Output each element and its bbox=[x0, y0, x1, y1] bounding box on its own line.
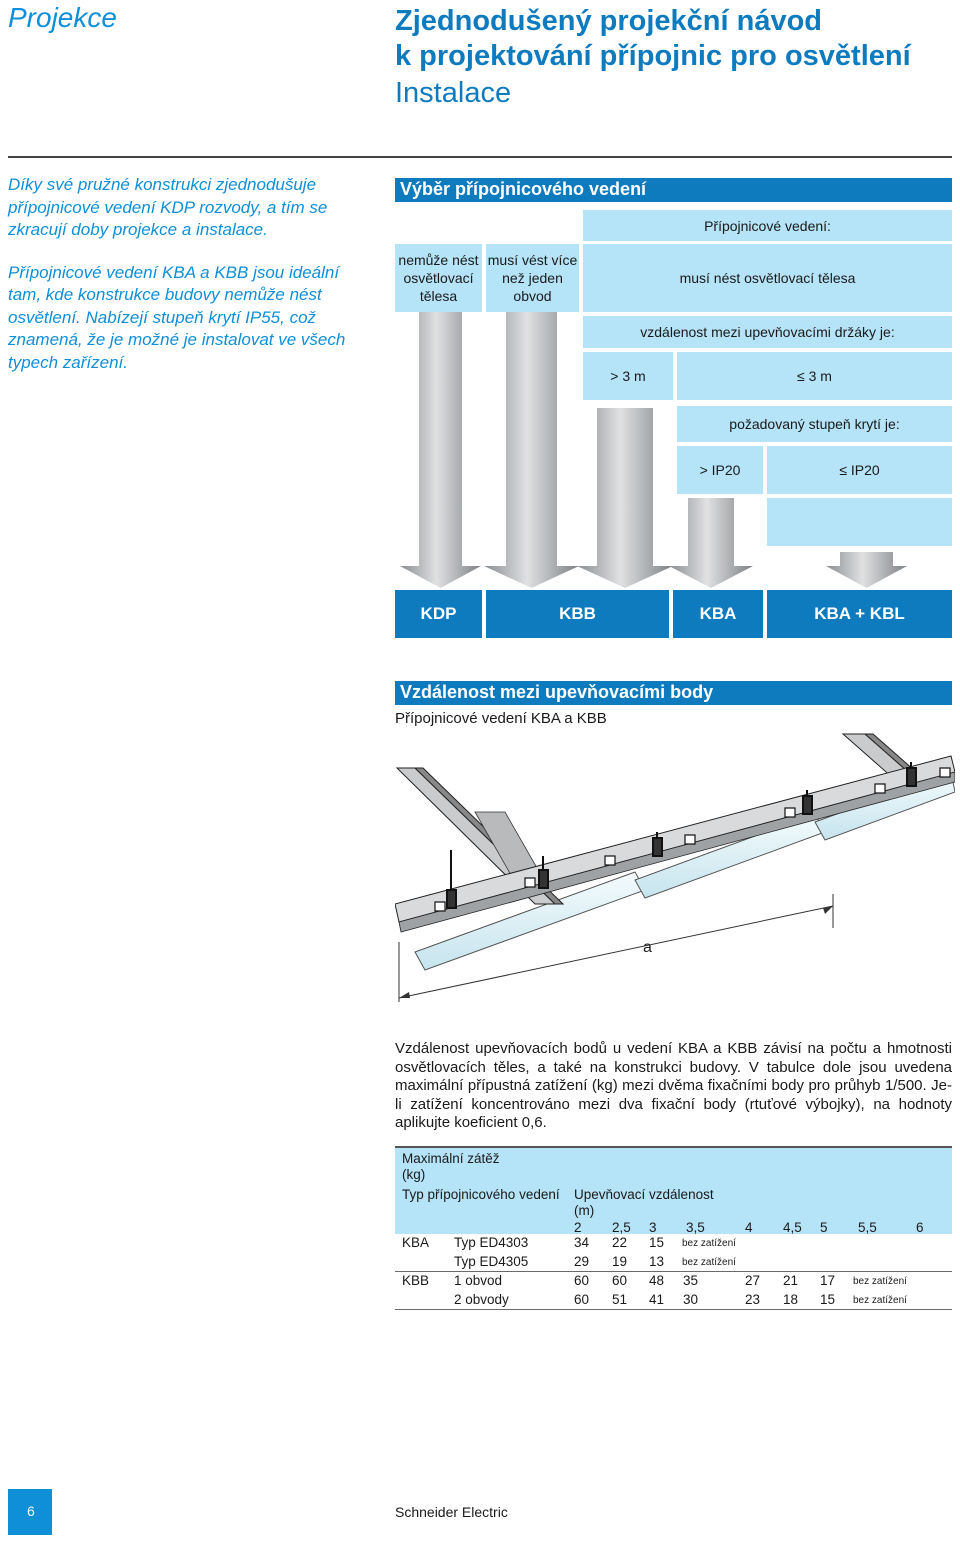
box-ip-le: ≤ IP20 bbox=[767, 446, 952, 494]
load-table bbox=[395, 1146, 952, 1310]
intro-text bbox=[8, 174, 368, 394]
box-ip-gt: > IP20 bbox=[677, 446, 763, 494]
busbar-illustration bbox=[395, 732, 955, 1032]
header-divider bbox=[8, 156, 952, 158]
row-value: 60 bbox=[574, 1292, 590, 1307]
result-kbb: KBB bbox=[486, 590, 669, 638]
distance-description: Vzdálenost upevňovacích bodů u vedení KBA a KBB závisí na počtu a hmotnosti osvětlovacích těles, a také na konstrukci budovy. V tabulce dole jsou uvedena maximální přípustná zatížení (kg) mezi dvěma fixačními body pro průhyb 1/500. Je-li zatížení koncentrováno mezi dva fixační body (rtuťové výbojky), na hodnoty aplikujte koeficient 0,6. bbox=[395, 1040, 952, 1131]
distance-3-5: 3,5 bbox=[686, 1220, 705, 1235]
row-value: 17 bbox=[820, 1273, 836, 1288]
distance-5: 5 bbox=[820, 1220, 828, 1235]
box-multi-circuit: musí vést více než jeden obvod bbox=[486, 244, 579, 312]
col-header-distance-1: Upevňovací vzdálenost bbox=[574, 1187, 714, 1202]
row-value: 21 bbox=[783, 1273, 799, 1288]
row-value: 51 bbox=[612, 1292, 628, 1307]
box-distance-gt: > 3 m bbox=[583, 352, 673, 400]
distance-caption: Přípojnicové vedení KBA a KBB bbox=[395, 710, 607, 727]
distance-heading: Vzdálenost mezi upevňovacími body bbox=[395, 681, 952, 705]
distance-3: 3 bbox=[649, 1220, 657, 1235]
row-value: 34 bbox=[574, 1235, 590, 1250]
distance-5-5: 5,5 bbox=[858, 1220, 877, 1235]
title-line-1: Zjednodušený projekční návod bbox=[395, 5, 823, 37]
title-line-2: k projektování přípojnic pro osvětlení bbox=[395, 40, 911, 72]
row-group: KBA bbox=[402, 1235, 430, 1250]
document-title bbox=[395, 4, 955, 112]
section-label: Projekce bbox=[8, 2, 117, 33]
arrow-kbl-icon bbox=[826, 552, 907, 588]
intro-paragraph-2: Přípojnicové vedení KBA a KBB jsou ideální tam, kde konstrukce budovy nemůže nést osvětlení. Nabízejí stupeň krytí IP55, což znamená, že je možné je instalovat ve všech typech zařízení. bbox=[8, 262, 346, 372]
box-busbar-label: Přípojnicové vedení: bbox=[583, 210, 952, 241]
row-value: bez zatížení bbox=[682, 1257, 736, 1268]
row-value: 41 bbox=[649, 1292, 665, 1307]
dimension-label: a bbox=[643, 939, 652, 956]
distance-4: 4 bbox=[745, 1220, 753, 1235]
row-value: 15 bbox=[820, 1292, 836, 1307]
row-type: 2 obvody bbox=[454, 1292, 509, 1307]
selection-heading: Výběr přípojnicového vedení bbox=[395, 178, 952, 202]
company-name: Schneider Electric bbox=[395, 1504, 508, 1520]
arrow-kdp-icon bbox=[400, 308, 481, 588]
arrow-kba-ip-icon bbox=[669, 498, 753, 588]
table-title-line-2: (kg) bbox=[402, 1167, 426, 1182]
page-number: 6 bbox=[8, 1489, 52, 1535]
arrow-kbb-icon bbox=[484, 308, 579, 588]
row-type: Typ ED4305 bbox=[454, 1254, 529, 1269]
row-group: KBB bbox=[402, 1273, 430, 1288]
row-value: 18 bbox=[783, 1292, 799, 1307]
intro-paragraph-1: Díky své pružné konstrukci zjednodušuje přípojnicové vedení KDP rozvody, a tím se zkracují doby projekce a instalace. bbox=[8, 175, 328, 239]
row-value: bez zatížení bbox=[853, 1276, 907, 1287]
row-value: 19 bbox=[612, 1254, 628, 1269]
distance-6: 6 bbox=[916, 1220, 924, 1235]
row-value: 23 bbox=[745, 1292, 761, 1307]
table-row bbox=[395, 1253, 952, 1272]
row-type: Typ ED4303 bbox=[454, 1235, 529, 1250]
table-row bbox=[395, 1291, 952, 1310]
row-value: 13 bbox=[649, 1254, 665, 1269]
title-line-3: Instalace bbox=[395, 77, 512, 109]
col-header-distance-2: (m) bbox=[574, 1203, 595, 1218]
row-value: 35 bbox=[683, 1273, 699, 1288]
row-value: 29 bbox=[574, 1254, 590, 1269]
row-value: bez zatížení bbox=[682, 1238, 736, 1249]
box-ip-le-spacer bbox=[767, 498, 952, 546]
row-value: bez zatížení bbox=[853, 1295, 907, 1306]
result-kdp: KDP bbox=[395, 590, 482, 638]
box-distance-le: ≤ 3 m bbox=[677, 352, 952, 400]
box-ip-label: požadovaný stupeň krytí je: bbox=[677, 406, 952, 442]
distance-2: 2 bbox=[574, 1220, 582, 1235]
col-header-type: Typ přípojnicového vedení bbox=[402, 1187, 560, 1202]
row-value: 30 bbox=[683, 1292, 699, 1307]
selection-diagram bbox=[395, 206, 952, 638]
row-value: 15 bbox=[649, 1235, 665, 1250]
arrow-kba-icon bbox=[577, 408, 673, 588]
table-title-line-1: Maximální zátěž bbox=[402, 1151, 500, 1166]
row-value: 60 bbox=[612, 1273, 628, 1288]
distance-4-5: 4,5 bbox=[783, 1220, 802, 1235]
box-must-carry: musí nést osvětlovací tělesa bbox=[583, 244, 952, 312]
table-row bbox=[395, 1272, 952, 1291]
row-value: 22 bbox=[612, 1235, 628, 1250]
row-type: 1 obvod bbox=[454, 1273, 503, 1288]
row-value: 60 bbox=[574, 1273, 590, 1288]
box-cannot-carry: nemůže nést osvětlovací tělesa bbox=[395, 244, 482, 312]
row-value: 27 bbox=[745, 1273, 761, 1288]
result-kba: KBA bbox=[673, 590, 763, 638]
row-value: 48 bbox=[649, 1273, 665, 1288]
distance-2-5: 2,5 bbox=[612, 1220, 631, 1235]
result-kba-kbl: KBA + KBL bbox=[767, 590, 952, 638]
table-row bbox=[395, 1234, 952, 1253]
box-distance-label: vzdálenost mezi upevňovacími držáky je: bbox=[583, 316, 952, 348]
table-header bbox=[395, 1146, 952, 1234]
